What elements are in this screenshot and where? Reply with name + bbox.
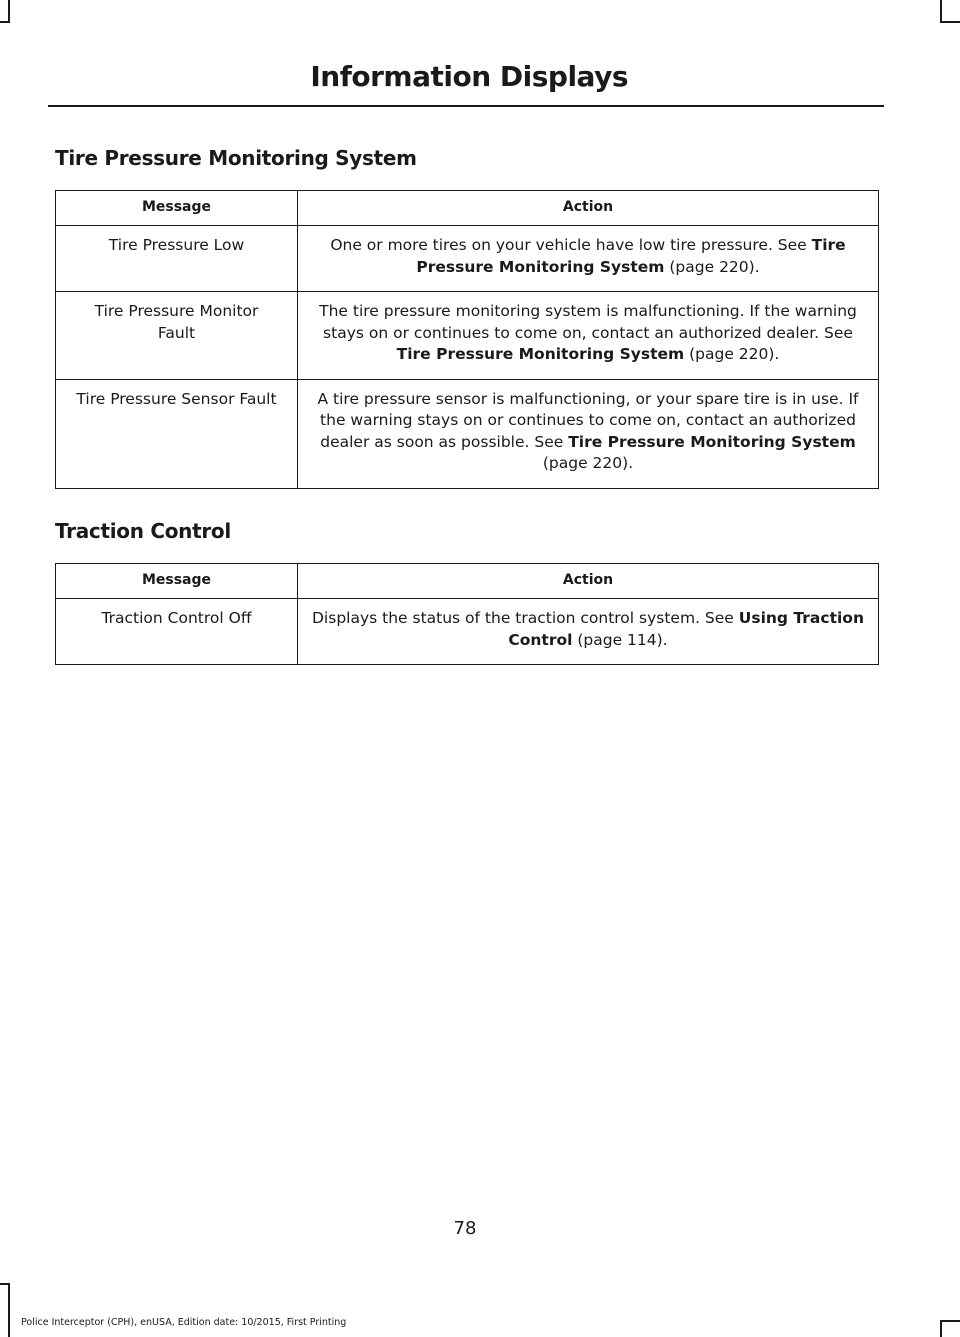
- action-cell: [298, 599, 879, 665]
- traction-control-table: [55, 563, 879, 665]
- table-header-row: [56, 191, 879, 226]
- table-row: [56, 379, 879, 488]
- table-row: [56, 226, 879, 292]
- tire-pressure-table: [55, 190, 879, 489]
- header-divider: [48, 105, 884, 107]
- page-number: 78: [453, 1218, 477, 1239]
- message-cell: Tire Pressure Monitor Fault: [56, 292, 298, 380]
- crop-mark: [8, 1283, 10, 1337]
- column-header-message: Message: [56, 564, 298, 599]
- table-row: [56, 599, 879, 665]
- crop-mark: [0, 1283, 10, 1285]
- action-tail: (page 220).: [664, 257, 760, 276]
- crop-mark: [0, 21, 10, 23]
- action-text: A tire pressure sensor is malfunctioning, or your spare tire is in use. If the warning stays on or continues to come on, contact an authorized dealer as soon as possible. See: [317, 389, 859, 451]
- action-tail: (page 114).: [572, 630, 668, 649]
- action-cell: [298, 292, 879, 380]
- footer-edition-info: Police Interceptor (CPH), enUSA, Edition date: 10/2015, First Printing: [21, 1317, 347, 1328]
- table-row: [56, 292, 879, 380]
- crop-mark: [940, 1320, 942, 1337]
- action-text: Displays the status of the traction control system. See: [312, 609, 739, 627]
- message-cell: Traction Control Off: [56, 599, 298, 665]
- action-tail: (page 220).: [542, 454, 634, 472]
- crop-mark: [8, 0, 10, 22]
- section-title-traction-control: Traction Control: [55, 519, 231, 543]
- column-header-message: Message: [56, 191, 298, 226]
- page-reference-link[interactable]: Tire Pressure Monitoring System: [416, 236, 846, 276]
- action-cell: [298, 379, 879, 488]
- page-reference-link[interactable]: Using Traction Control: [508, 609, 864, 649]
- message-cell: Tire Pressure Low: [56, 226, 298, 292]
- column-header-action: Action: [298, 564, 879, 599]
- action-tail: (page 220).: [684, 345, 780, 363]
- page-reference-link[interactable]: Tire Pressure Monitoring System: [568, 432, 856, 451]
- section-title-tire-pressure: Tire Pressure Monitoring System: [55, 146, 417, 170]
- crop-mark: [940, 21, 960, 23]
- crop-mark: [940, 1320, 960, 1322]
- action-cell: [298, 226, 879, 292]
- action-text: The tire pressure monitoring system is malfunctioning. If the warning stays on or continues to come on, contact an authorized dealer. See: [319, 302, 857, 342]
- page-reference-link[interactable]: Tire Pressure Monitoring System: [396, 345, 685, 363]
- message-cell: Tire Pressure Sensor Fault: [56, 379, 298, 488]
- page-title: Information Displays: [310, 60, 628, 93]
- column-header-action: Action: [298, 191, 879, 226]
- action-text: One or more tires on your vehicle have low tire pressure. See: [330, 236, 812, 254]
- crop-mark: [940, 0, 942, 22]
- table-header-row: [56, 564, 879, 599]
